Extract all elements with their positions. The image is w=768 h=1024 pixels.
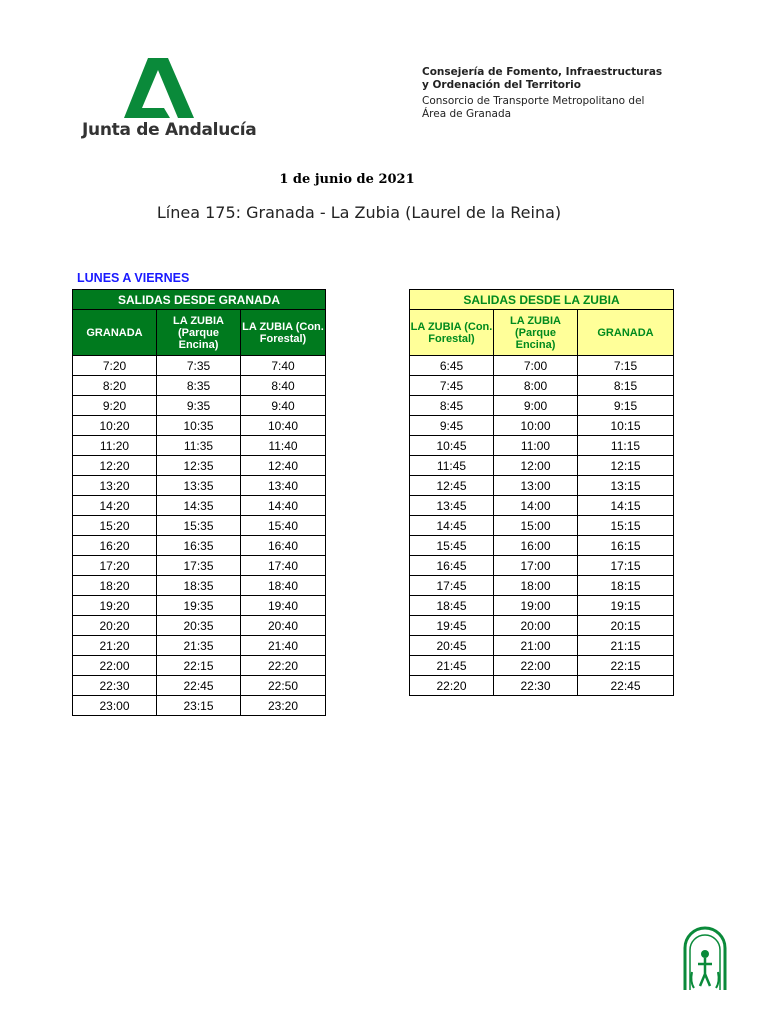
time-cell: 22:20	[241, 656, 326, 676]
time-cell: 19:35	[157, 596, 241, 616]
time-cell: 15:00	[494, 516, 578, 536]
time-cell: 10:00	[494, 416, 578, 436]
time-cell: 17:40	[241, 556, 326, 576]
time-cell: 20:20	[73, 616, 157, 636]
time-cell: 19:00	[494, 596, 578, 616]
time-cell: 20:00	[494, 616, 578, 636]
time-cell: 20:35	[157, 616, 241, 636]
dept-line-1: Consejería de Fomento, Infraestructuras	[422, 66, 663, 78]
column-header: LA ZUBIA (Con. Forestal)	[410, 310, 494, 356]
time-cell: 6:45	[410, 356, 494, 376]
time-cell: 15:20	[73, 516, 157, 536]
time-cell: 10:15	[578, 416, 674, 436]
time-cell: 17:15	[578, 556, 674, 576]
time-cell: 22:00	[73, 656, 157, 676]
time-cell: 11:40	[241, 436, 326, 456]
time-cell: 22:45	[578, 676, 674, 696]
time-cell: 21:15	[578, 636, 674, 656]
time-cell: 15:40	[241, 516, 326, 536]
consortium-line-2: Área de Granada	[422, 108, 512, 120]
time-cell: 16:45	[410, 556, 494, 576]
time-cell: 12:15	[578, 456, 674, 476]
time-cell: 14:45	[410, 516, 494, 536]
time-cell: 13:15	[578, 476, 674, 496]
time-cell: 23:20	[241, 696, 326, 716]
column-header: LA ZUBIA (Con. Forestal)	[241, 310, 326, 356]
time-cell: 20:15	[578, 616, 674, 636]
time-cell: 14:40	[241, 496, 326, 516]
time-cell: 17:20	[73, 556, 157, 576]
time-cell: 10:40	[241, 416, 326, 436]
table-row	[73, 656, 326, 676]
time-cell: 18:40	[241, 576, 326, 596]
table-row	[410, 576, 674, 596]
time-cell: 22:30	[73, 676, 157, 696]
time-cell: 22:15	[578, 656, 674, 676]
table-row	[73, 536, 326, 556]
table-row	[410, 376, 674, 396]
table-row	[410, 676, 674, 696]
time-cell: 12:45	[410, 476, 494, 496]
time-cell: 17:45	[410, 576, 494, 596]
table-row	[73, 676, 326, 696]
junta-logo	[76, 50, 257, 150]
time-cell: 19:45	[410, 616, 494, 636]
timetable-from-granada	[72, 289, 326, 716]
time-cell: 14:15	[578, 496, 674, 516]
time-cell: 8:00	[494, 376, 578, 396]
table-row	[73, 476, 326, 496]
time-cell: 14:20	[73, 496, 157, 516]
time-cell: 19:20	[73, 596, 157, 616]
table-row	[410, 436, 674, 456]
table-row	[73, 496, 326, 516]
time-cell: 21:40	[241, 636, 326, 656]
time-cell: 10:45	[410, 436, 494, 456]
weekday-label: LUNES A VIERNES	[77, 271, 190, 285]
time-cell: 17:35	[157, 556, 241, 576]
time-cell: 9:40	[241, 396, 326, 416]
time-cell: 11:45	[410, 456, 494, 476]
time-cell: 11:20	[73, 436, 157, 456]
logo-text: Junta de Andalucía	[82, 120, 257, 140]
table-row	[73, 356, 326, 376]
time-cell: 22:20	[410, 676, 494, 696]
time-cell: 8:35	[157, 376, 241, 396]
time-cell: 16:40	[241, 536, 326, 556]
table-row	[73, 416, 326, 436]
time-cell: 9:15	[578, 396, 674, 416]
table-row	[410, 596, 674, 616]
time-cell: 13:40	[241, 476, 326, 496]
table-row	[410, 556, 674, 576]
time-cell: 12:40	[241, 456, 326, 476]
time-cell: 13:20	[73, 476, 157, 496]
time-cell: 9:00	[494, 396, 578, 416]
table-row	[410, 496, 674, 516]
column-header: LA ZUBIA (Parque Encina)	[494, 310, 578, 356]
table-row	[73, 556, 326, 576]
time-cell: 9:35	[157, 396, 241, 416]
time-cell: 12:20	[73, 456, 157, 476]
line-title: Línea 175: Granada - La Zubia (Laurel de la Reina)	[156, 203, 562, 222]
time-cell: 7:45	[410, 376, 494, 396]
table-row	[410, 536, 674, 556]
time-cell: 23:15	[157, 696, 241, 716]
consortium-line-1: Consorcio de Transporte Metropolitano del	[422, 95, 645, 107]
time-cell: 21:35	[157, 636, 241, 656]
time-cell: 22:45	[157, 676, 241, 696]
time-cell: 11:35	[157, 436, 241, 456]
table-row	[410, 516, 674, 536]
table-row	[73, 516, 326, 536]
table-row	[73, 616, 326, 636]
time-cell: 7:15	[578, 356, 674, 376]
time-cell: 18:35	[157, 576, 241, 596]
table-row	[410, 416, 674, 436]
table-row	[410, 616, 674, 636]
time-cell: 10:35	[157, 416, 241, 436]
time-cell: 12:35	[157, 456, 241, 476]
time-cell: 16:20	[73, 536, 157, 556]
table-row	[410, 356, 674, 376]
time-cell: 22:50	[241, 676, 326, 696]
time-cell: 7:00	[494, 356, 578, 376]
time-cell: 11:15	[578, 436, 674, 456]
table-row	[73, 636, 326, 656]
table-row	[410, 656, 674, 676]
table-row	[410, 636, 674, 656]
time-cell: 7:20	[73, 356, 157, 376]
time-cell: 8:45	[410, 396, 494, 416]
table-row	[410, 476, 674, 496]
table-row	[410, 456, 674, 476]
time-cell: 23:00	[73, 696, 157, 716]
time-cell: 18:20	[73, 576, 157, 596]
time-cell: 15:45	[410, 536, 494, 556]
table-title: SALIDAS DESDE LA ZUBIA	[410, 290, 674, 310]
andalusia-seal-icon	[680, 922, 730, 992]
table-row	[73, 456, 326, 476]
time-cell: 14:35	[157, 496, 241, 516]
time-cell: 15:15	[578, 516, 674, 536]
time-cell: 8:40	[241, 376, 326, 396]
table-row	[73, 376, 326, 396]
time-cell: 10:20	[73, 416, 157, 436]
table-row	[73, 436, 326, 456]
time-cell: 13:45	[410, 496, 494, 516]
time-cell: 8:20	[73, 376, 157, 396]
time-cell: 9:45	[410, 416, 494, 436]
time-cell: 18:00	[494, 576, 578, 596]
time-cell: 20:45	[410, 636, 494, 656]
time-cell: 18:15	[578, 576, 674, 596]
time-cell: 22:00	[494, 656, 578, 676]
time-cell: 19:15	[578, 596, 674, 616]
dept-line-2: y Ordenación del Territorio	[422, 79, 581, 91]
time-cell: 22:15	[157, 656, 241, 676]
time-cell: 21:45	[410, 656, 494, 676]
time-cell: 21:20	[73, 636, 157, 656]
department-header	[422, 66, 662, 121]
column-header: LA ZUBIA (Parque Encina)	[157, 310, 241, 356]
time-cell: 16:00	[494, 536, 578, 556]
time-cell: 9:20	[73, 396, 157, 416]
time-cell: 19:40	[241, 596, 326, 616]
time-cell: 16:35	[157, 536, 241, 556]
time-cell: 22:30	[494, 676, 578, 696]
time-cell: 11:00	[494, 436, 578, 456]
time-cell: 12:00	[494, 456, 578, 476]
time-cell: 7:35	[157, 356, 241, 376]
time-cell: 16:15	[578, 536, 674, 556]
document-date: 1 de junio de 2021	[279, 172, 415, 187]
table-row	[73, 396, 326, 416]
time-cell: 21:00	[494, 636, 578, 656]
time-cell: 15:35	[157, 516, 241, 536]
column-header: GRANADA	[578, 310, 674, 356]
table-row	[410, 396, 674, 416]
column-header: GRANADA	[73, 310, 157, 356]
table-row	[73, 576, 326, 596]
time-cell: 13:00	[494, 476, 578, 496]
table-row	[73, 696, 326, 716]
time-cell: 14:00	[494, 496, 578, 516]
time-cell: 13:35	[157, 476, 241, 496]
time-cell: 20:40	[241, 616, 326, 636]
time-cell: 18:45	[410, 596, 494, 616]
time-cell: 8:15	[578, 376, 674, 396]
time-cell: 17:00	[494, 556, 578, 576]
time-cell: 7:40	[241, 356, 326, 376]
junta-a-icon	[122, 58, 194, 118]
timetable-from-la-zubia	[409, 289, 674, 696]
table-row	[73, 596, 326, 616]
table-title: SALIDAS DESDE GRANADA	[73, 290, 326, 310]
